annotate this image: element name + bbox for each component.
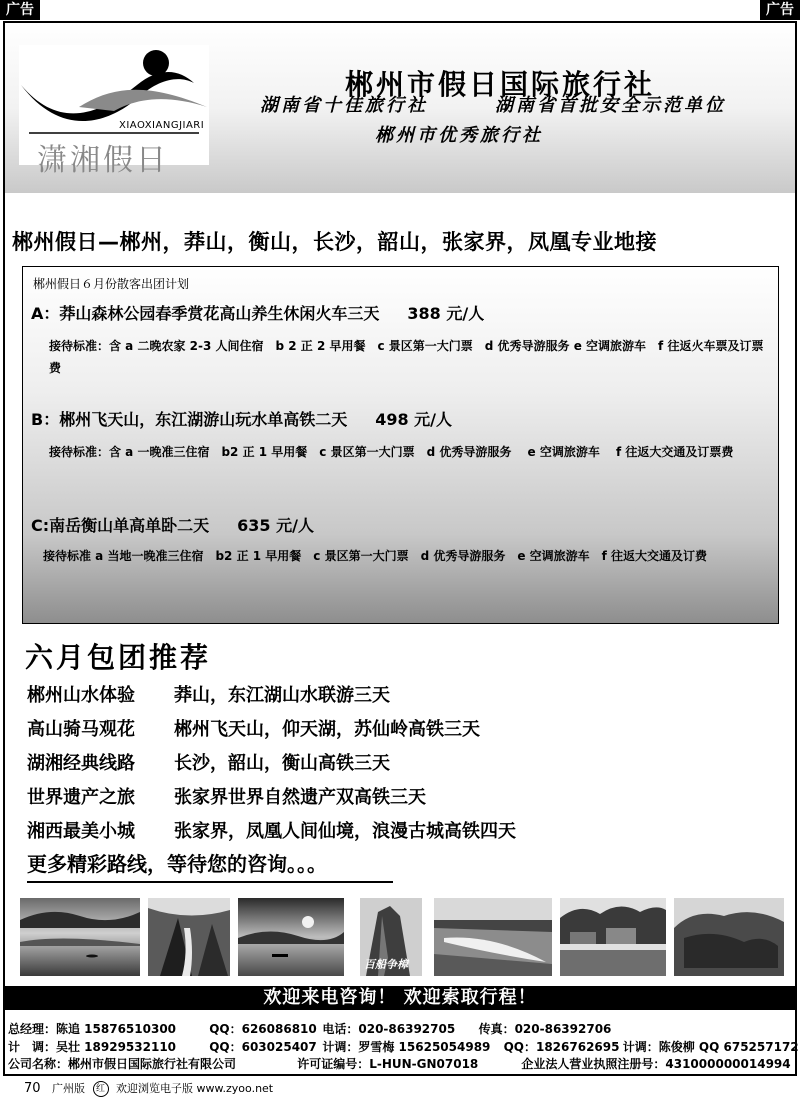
- route-c-name: C:南岳衡山单高单卧二天: [31, 516, 210, 535]
- contact-fax: 传真：020-86392706: [478, 1022, 612, 1036]
- photo-sunset-boat: [238, 898, 344, 976]
- recommend-item-name: 世界遗产之旅: [27, 787, 135, 808]
- logo-latin-text: XIAOXIANGJIARI: [119, 120, 205, 131]
- recommend-item: [27, 715, 480, 741]
- recommend-item-route: 莽山，东江湖山水联游三天: [174, 685, 390, 706]
- recommend-item: [27, 749, 390, 775]
- route-a-name: A：莽山森林公园春季赏花高山养生休闲火车三天: [31, 304, 380, 323]
- route-a-detail: 接待标准：含 a 二晚农家 2-3 人间住宿 b 2 正 2 早用餐 c 景区第一大门票 d 优秀导游服务 e 空调旅游车 f 往返火车票及订票费: [49, 339, 764, 375]
- recommend-item-name: 高山骑马观花: [27, 719, 135, 740]
- ad-tag-right: 广告: [760, 0, 800, 20]
- license-number: 许可证编号：L-HUN-GN07018: [297, 1057, 479, 1071]
- contact-row-2: [8, 1038, 799, 1055]
- company-name: 公司名称：郴州市假日国际旅行社有限公司: [8, 1057, 237, 1071]
- edition-label: 广州版: [52, 1082, 86, 1095]
- recommend-item-name: 湘西最美小城: [27, 821, 135, 842]
- footer-website: 欢迎浏览电子版 www.zyoo.net: [116, 1082, 274, 1095]
- page-number: 70: [24, 1081, 41, 1096]
- route-b-name: B：郴州飞天山，东江湖游山玩水单高铁二天: [31, 410, 348, 429]
- photo-rock-formation: [674, 898, 784, 976]
- recommend-title: 六月包团推荐: [25, 641, 212, 674]
- honor-safety: 湖南省首批安全示范单位: [495, 95, 726, 116]
- recommend-item-name: 郴州山水体验: [27, 685, 135, 706]
- service-subtitle: 郴州假日—郴州，莽山，衡山，长沙，韶山，张家界，凤凰专业地接: [12, 230, 657, 254]
- june-schedule-box: [22, 266, 779, 624]
- photo-old-town: [560, 898, 666, 976]
- schedule-title: 郴州假日６月份散客出团计划: [33, 277, 190, 291]
- magazine-badge-icon: 红: [93, 1081, 109, 1097]
- recommend-item-name: 湖湘经典线路: [27, 753, 135, 774]
- contact-planner-3: 计调：陈俊柳 QQ 675257172: [622, 1040, 799, 1054]
- contact-planner-1: 计 调：吴壮 18929532110: [8, 1040, 177, 1054]
- page-footer: [24, 1080, 273, 1097]
- contact-phone: 电话：020-86392705: [322, 1022, 456, 1036]
- route-a-price: 388 元/人: [407, 304, 485, 323]
- photo-mountain-peak: [360, 898, 422, 976]
- recommend-item-route: 长沙，韶山，衡山高铁三天: [174, 753, 390, 774]
- route-b-detail: 接待标准：含 a 一晚准三住宿 b2 正 1 早用餐 c 景区第一大门票 d 优秀导游服务 e 空调旅游车 f 往返大交通及订票费: [49, 445, 734, 459]
- contact-planner-2: 计调：罗雪梅 15625054989: [322, 1040, 491, 1054]
- logo-chinese-text: 潇湘假日: [37, 143, 169, 178]
- route-c-price: 635 元/人: [237, 516, 314, 535]
- honor-top-ten: 湖南省十佳旅行社: [260, 95, 428, 116]
- recommend-item: [27, 681, 390, 707]
- contact-manager: 总经理：陈追 15876510300: [8, 1022, 177, 1036]
- honor-excellent: 郴州市优秀旅行社: [375, 125, 543, 146]
- business-registration: 企业法人营业执照注册号：431000000014994: [521, 1057, 791, 1071]
- company-title: 郴州市假日国际旅行社: [345, 68, 656, 101]
- photo-waterfall: [148, 898, 230, 976]
- more-routes-line: 更多精彩路线，等待您的咨询。。。: [27, 848, 393, 883]
- route-b-price: 498 元/人: [375, 410, 453, 429]
- contact-planner-1-qq: QQ：603025407: [209, 1040, 317, 1054]
- photo-calligraphy: 百船争樟: [364, 958, 408, 971]
- consult-banner: 欢迎来电咨询！ 欢迎索取行程！: [5, 986, 795, 1010]
- recommend-item-route: 张家界，凤凰人间仙境，浪漫古城高铁四天: [174, 821, 516, 842]
- route-c-title: [31, 513, 314, 536]
- photo-river-city: [434, 898, 552, 976]
- route-b-title: [31, 407, 452, 430]
- contact-planner-2-qq: QQ：1826762695: [503, 1040, 620, 1054]
- recommend-item-route: 张家界世界自然遗产双高铁三天: [174, 787, 426, 808]
- logo: [19, 45, 209, 178]
- recommend-item-route: 郴州飞天山，仰天湖，苏仙岭高铁三天: [174, 719, 480, 740]
- recommend-item: [27, 783, 426, 809]
- contact-manager-qq: QQ：626086810: [209, 1022, 317, 1036]
- contact-row-1: [8, 1020, 611, 1037]
- contact-row-3: [8, 1055, 791, 1072]
- photo-lake: [20, 898, 140, 976]
- route-a-title: [31, 301, 484, 324]
- header: [5, 23, 795, 193]
- route-c-detail: 接待标准 a 当地一晚准三住宿 b2 正 1 早用餐 c 景区第一大门票 d 优秀导游服务 e 空调旅游车 f 往返大交通及订费: [43, 549, 708, 563]
- ad-tag-left: 广告: [0, 0, 40, 20]
- recommend-item: [27, 817, 516, 843]
